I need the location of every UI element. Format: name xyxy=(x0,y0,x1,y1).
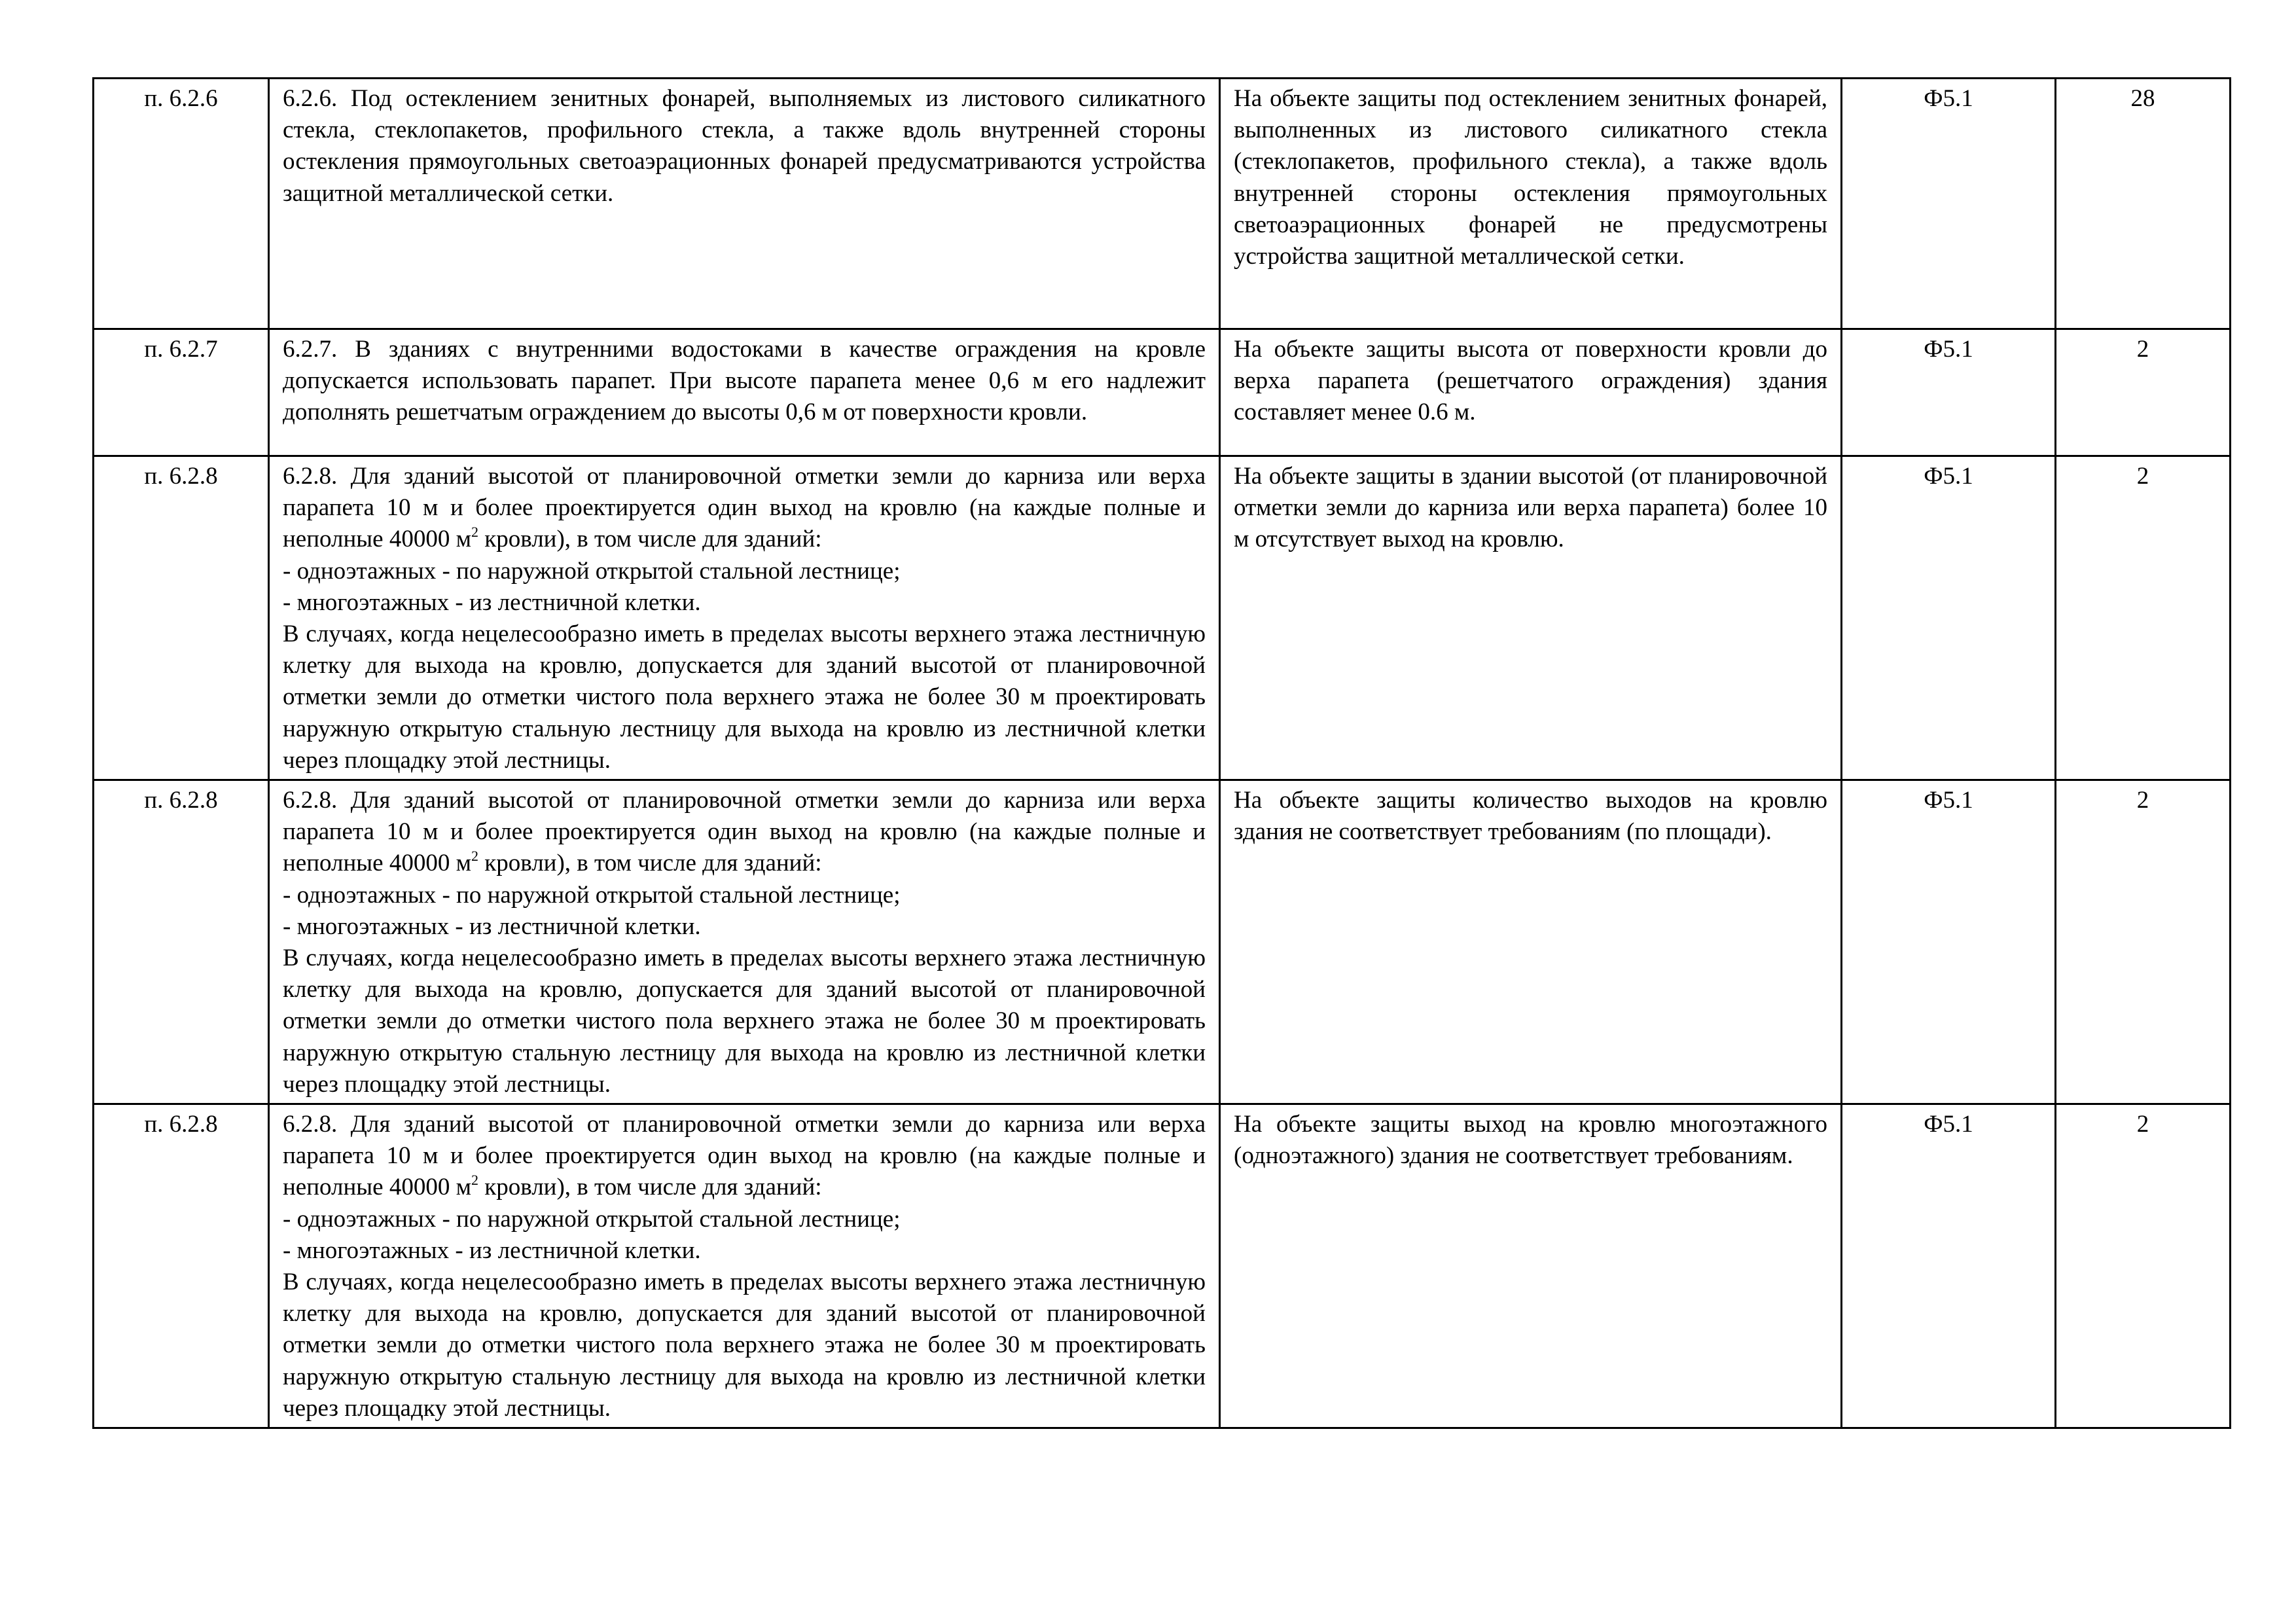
requirement-text: 6.2.6. Под остеклением зенитных фонарей, выполняемых из листового силикатного стекла, стеклопакетов, профильного стекла, а также вдоль внутренней стороны остекления прямоугольных светоаэрационных фонарей предусматриваются устройства защитной металлической сетки. xyxy=(283,85,1206,207)
count-cell: 28 xyxy=(2056,79,2231,329)
violation-cell: На объекте защиты в здании высотой (от планировочной отметки земли до карниза или верха парапета) более 10 м отсутствует выход на кровлю. xyxy=(1220,456,1842,780)
table-row xyxy=(94,329,2231,456)
table-row xyxy=(94,456,2231,780)
count-cell: 2 xyxy=(2056,329,2231,456)
list-item: - одноэтажных - по наружной открытой стальной лестнице; xyxy=(283,1205,901,1233)
requirement-text: 6.2.8. Для зданий высотой от планировочной отметки земли до карниза или верха парапета 10 м и более проектируется один выход на кровлю (на каждые полные и неполные 40000 $м^2$ кровли), в том числе для зданий: xyxy=(283,463,1206,553)
count-cell: 2 xyxy=(2056,1104,2231,1428)
class-code-cell: Ф5.1 xyxy=(1842,79,2056,329)
requirement-text-cell xyxy=(269,456,1220,780)
class-code-cell: Ф5.1 xyxy=(1842,780,2056,1104)
requirement-text-cell xyxy=(269,329,1220,456)
clause-ref-cell: п. 6.2.7 xyxy=(94,329,269,456)
superscript: 2 xyxy=(471,848,478,865)
table-row xyxy=(94,780,2231,1104)
class-code-cell: Ф5.1 xyxy=(1842,456,2056,780)
class-code-cell: Ф5.1 xyxy=(1842,329,2056,456)
requirements-table xyxy=(92,77,2231,1429)
superscript: 2 xyxy=(471,524,478,541)
clause-ref-cell: п. 6.2.8 xyxy=(94,456,269,780)
requirement-text: 6.2.8. Для зданий высотой от планировочной отметки земли до карниза или верха парапета 10 м и более проектируется один выход на кровлю (на каждые полные и неполные 40000 $м^2$ кровли), в том числе для зданий: xyxy=(283,1111,1206,1201)
violation-cell: На объекте защиты количество выходов на кровлю здания не соответствует требованиям (по площади). xyxy=(1220,780,1842,1104)
clause-ref-cell: п. 6.2.6 xyxy=(94,79,269,329)
list-item: - многоэтажных - из лестничной клетки. xyxy=(283,588,701,616)
requirement-text: В случаях, когда нецелесообразно иметь в пределах высоты верхнего этажа лестничную клетку для выхода на кровлю, допускается для зданий высотой от планировочной отметки земли до отметки чистого пола верхнего этажа не более 30 м проектировать наружную открытую стальную лестницу для выхода на кровлю из лестничной клетки через площадку этой лестницы. xyxy=(283,621,1206,774)
violation-cell: На объекте защиты выход на кровлю многоэтажного (одноэтажного) здания не соответствует требованиям. xyxy=(1220,1104,1842,1428)
clause-ref-cell: п. 6.2.8 xyxy=(94,1104,269,1428)
list-item: - многоэтажных - из лестничной клетки. xyxy=(283,912,701,940)
list-item: - многоэтажных - из лестничной клетки. xyxy=(283,1236,701,1264)
clause-ref-cell: п. 6.2.8 xyxy=(94,780,269,1104)
count-cell: 2 xyxy=(2056,780,2231,1104)
requirement-text-cell xyxy=(269,780,1220,1104)
requirement-text: В случаях, когда нецелесообразно иметь в пределах высоты верхнего этажа лестничную клетку для выхода на кровлю, допускается для зданий высотой от планировочной отметки земли до отметки чистого пола верхнего этажа не более 30 м проектировать наружную открытую стальную лестницу для выхода на кровлю из лестничной клетки через площадку этой лестницы. xyxy=(283,1269,1206,1422)
class-code-cell: Ф5.1 xyxy=(1842,1104,2056,1428)
table-row xyxy=(94,1104,2231,1428)
requirement-text-cell xyxy=(269,79,1220,329)
list-item: - одноэтажных - по наружной открытой стальной лестнице; xyxy=(283,557,901,585)
list-item: - одноэтажных - по наружной открытой стальной лестнице; xyxy=(283,881,901,909)
requirement-text-cell xyxy=(269,1104,1220,1428)
violation-cell: На объекте защиты высота от поверхности кровли до верха парапета (решетчатого ограждения) здания составляет менее 0.6 м. xyxy=(1220,329,1842,456)
requirement-text: В случаях, когда нецелесообразно иметь в пределах высоты верхнего этажа лестничную клетку для выхода на кровлю, допускается для зданий высотой от планировочной отметки земли до отметки чистого пола верхнего этажа не более 30 м проектировать наружную открытую стальную лестницу для выхода на кровлю из лестничной клетки через площадку этой лестницы. xyxy=(283,945,1206,1098)
table-row xyxy=(94,79,2231,329)
violation-cell: На объекте защиты под остеклением зенитных фонарей, выполненных из листового силикатного стекла (стеклопакетов, профильного стекла), а также вдоль внутренней стороны остекления прямоугольных светоаэрационных фонарей не предусмотрены устройства защитной металлической сетки. xyxy=(1220,79,1842,329)
requirement-text: 6.2.7. В зданиях с внутренними водостоками в качестве ограждения на кровле допускается использовать парапет. При высоте парапета менее 0,6 м его надлежит дополнять решетчатым ограждением до высоты 0,6 м от поверхности кровли. xyxy=(283,336,1206,426)
count-cell: 2 xyxy=(2056,456,2231,780)
requirement-text: 6.2.8. Для зданий высотой от планировочной отметки земли до карниза или верха парапета 10 м и более проектируется один выход на кровлю (на каждые полные и неполные 40000 $м^2$ кровли), в том числе для зданий: xyxy=(283,787,1206,877)
superscript: 2 xyxy=(471,1172,478,1189)
